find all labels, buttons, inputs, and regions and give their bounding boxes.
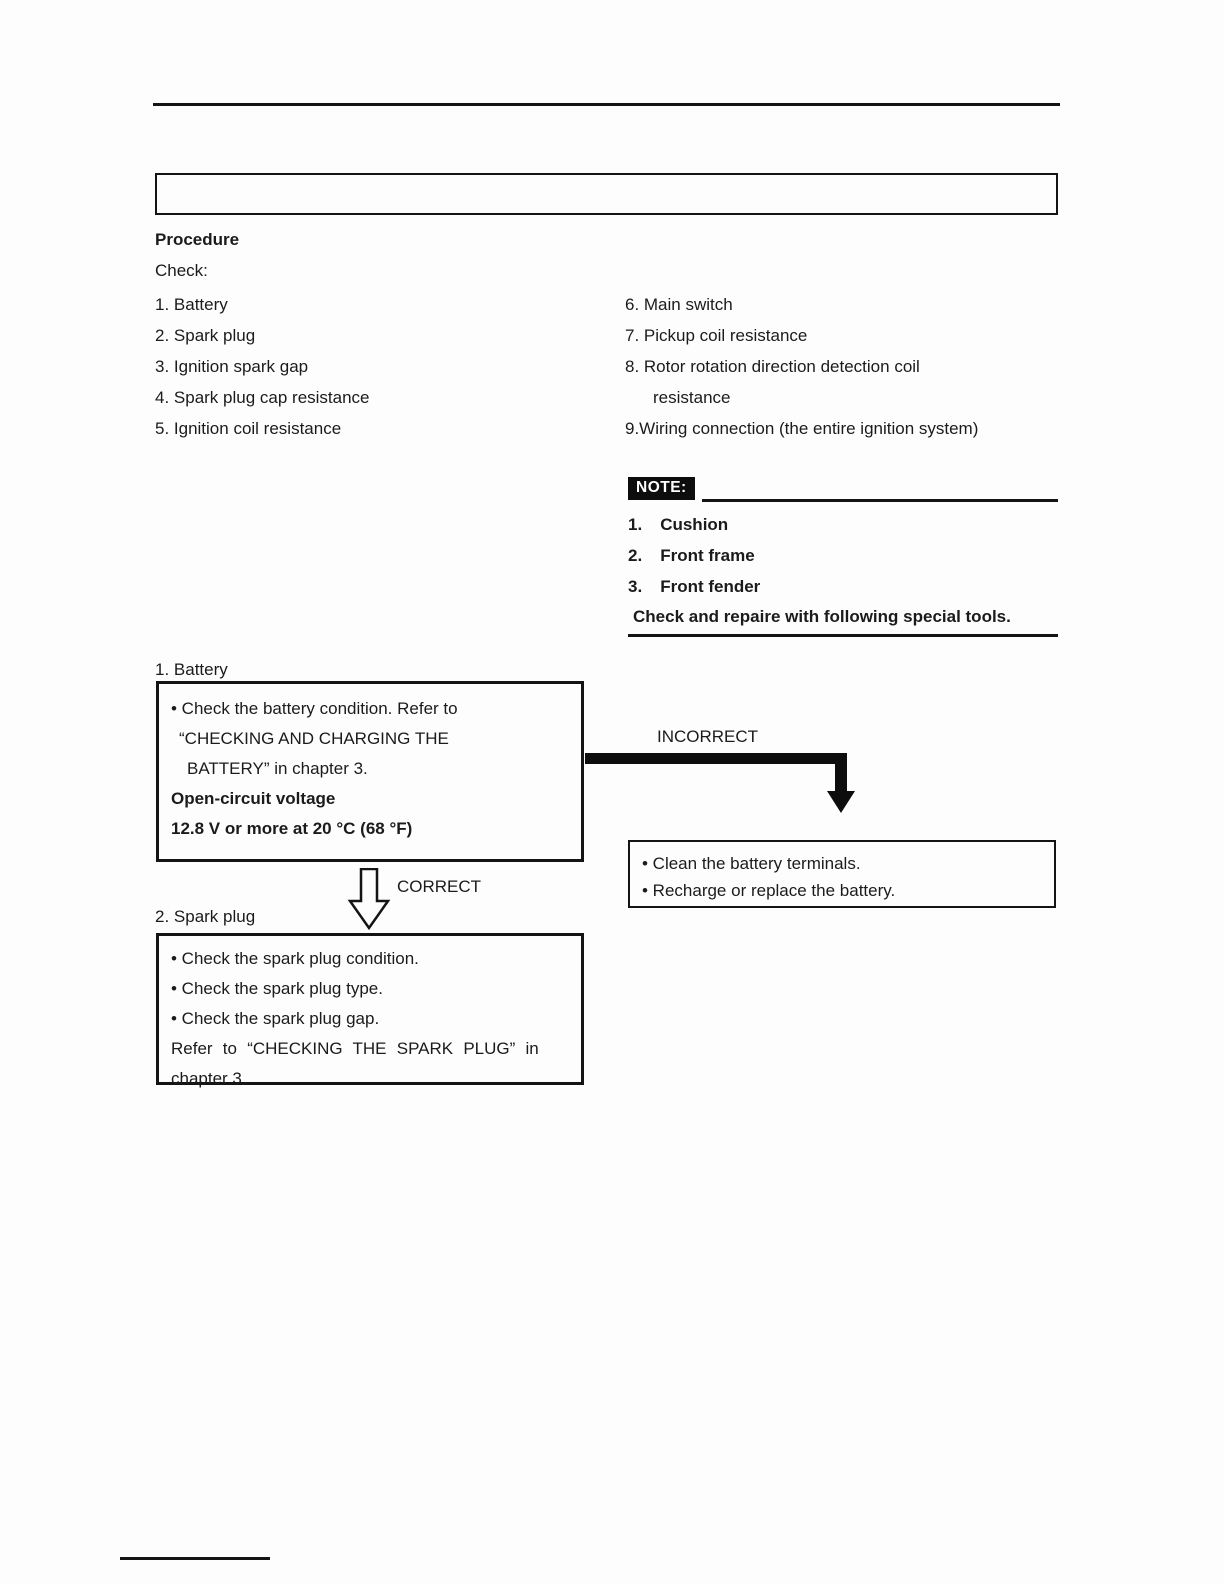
note-footer: Check and repaire with following special tools. xyxy=(633,607,1011,626)
note-item-num: 1. xyxy=(628,515,643,534)
spark-plug-line: chapter 3. xyxy=(171,1069,247,1088)
battery-line: BATTERY” in chapter 3. xyxy=(187,759,368,778)
spark-plug-check-box xyxy=(156,933,584,1088)
note-item-label: Front fender xyxy=(660,577,761,596)
spark-plug-line: • Check the spark plug condition. xyxy=(171,949,419,968)
battery-spec-value: 12.8 V or more at 20 °C (68 °F) xyxy=(171,819,413,838)
battery-section-label: 1. Battery xyxy=(155,660,228,679)
checklist-right-item-wrap: resistance xyxy=(653,388,731,407)
spark-plug-section-label: 2. Spark plug xyxy=(155,907,256,926)
note-item-num: 3. xyxy=(628,577,643,596)
checklist-left-item: 5. Ignition coil resistance xyxy=(155,419,342,438)
battery-check-box xyxy=(156,681,584,862)
note-item-label: Cushion xyxy=(660,515,729,534)
checklist-right-item: 6. Main switch xyxy=(625,295,733,314)
checklist-right-item: 7. Pickup coil resistance xyxy=(625,326,808,345)
correct-flow-arrow-icon xyxy=(346,868,392,932)
spark-plug-line: • Check the spark plug gap. xyxy=(171,1009,380,1028)
battery-line: “CHECKING AND CHARGING THE xyxy=(179,729,449,748)
incorrect-action-box xyxy=(628,840,1056,908)
incorrect-action: • Recharge or replace the battery. xyxy=(642,881,896,900)
spark-plug-line: Refer to “CHECKING THE SPARK PLUG” in xyxy=(171,1039,539,1058)
note-bottom-rule xyxy=(628,634,1058,637)
footer-rule xyxy=(120,1557,270,1560)
checklist-left-item: 2. Spark plug xyxy=(155,326,256,345)
correct-label: CORRECT xyxy=(397,877,482,896)
incorrect-label: INCORRECT xyxy=(657,727,759,746)
note-top-rule xyxy=(702,499,1058,502)
note-item-num: 2. xyxy=(628,546,643,565)
note-label: NOTE: xyxy=(628,477,695,500)
spark-plug-line: • Check the spark plug type. xyxy=(171,979,383,998)
battery-spec-title: Open-circuit voltage xyxy=(171,789,336,808)
checklist-left-item: 4. Spark plug cap resistance xyxy=(155,388,370,407)
note-item xyxy=(628,571,760,602)
top-rule xyxy=(153,103,1060,106)
checklist-left-item: 1. Battery xyxy=(155,295,228,314)
check-label: Check: xyxy=(155,261,208,280)
incorrect-flow-arrow-icon xyxy=(585,750,865,820)
note-item-label: Front frame xyxy=(660,546,755,565)
incorrect-action: • Clean the battery terminals. xyxy=(642,854,861,873)
note-item xyxy=(628,540,755,571)
battery-line: • Check the battery condition. Refer to xyxy=(171,699,458,718)
note-item xyxy=(628,509,728,540)
procedure-heading: Procedure xyxy=(155,230,240,249)
checklist-right-item: 8. Rotor rotation direction detection coil xyxy=(625,357,920,376)
checklist-left-item: 3. Ignition spark gap xyxy=(155,357,309,376)
title-box xyxy=(155,173,1058,215)
checklist-right-item: 9.Wiring connection (the entire ignition system) xyxy=(625,419,979,438)
